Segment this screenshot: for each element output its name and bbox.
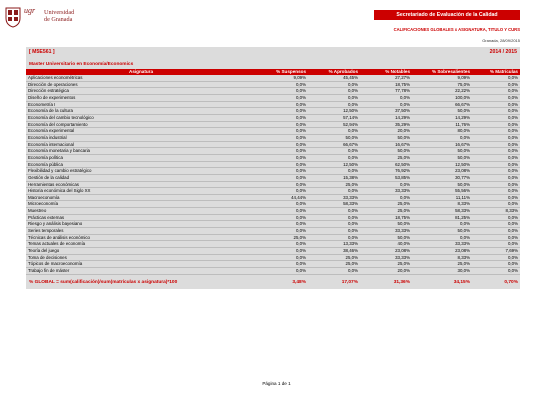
academic-year: 2014 / 2015 [489, 49, 517, 55]
percentage-cell: 0,0% [308, 221, 360, 228]
column-header: % Aprobados [308, 69, 360, 75]
percentage-cell: 0,0% [256, 181, 308, 188]
table-row [26, 221, 520, 228]
table-row [26, 241, 520, 248]
percentage-cell: 9,09% [256, 75, 308, 81]
table-row [26, 168, 520, 175]
report-subtitle: CALIFICACIONES GLOBALES x ASIGNATURA, TITULO Y CURS [393, 27, 520, 32]
table-row [26, 121, 520, 128]
subject-name-cell: Macroeconomía [26, 194, 256, 201]
table-row [26, 114, 520, 121]
percentage-cell: 30,77% [412, 174, 472, 181]
percentage-cell: 40,0% [360, 241, 412, 248]
percentage-cell: 50,0% [360, 221, 412, 228]
global-total-value: 31,36% [393, 279, 410, 285]
percentage-cell: 0,0% [256, 201, 308, 208]
percentage-cell: 52,94% [308, 121, 360, 128]
table-row [26, 214, 520, 221]
report-code-row [26, 47, 520, 57]
page-number: Página 1 de 1 [262, 381, 291, 386]
percentage-cell: 11,76% [412, 121, 472, 128]
percentage-cell: 33,33% [308, 194, 360, 201]
percentage-cell: 25,0% [256, 234, 308, 241]
subject-name-cell: Teoría del juego [26, 248, 256, 255]
global-total-value: 3,48% [292, 279, 306, 285]
subject-name-cell: Economía del cambio tecnológico [26, 114, 256, 121]
percentage-cell: 0,0% [472, 75, 520, 81]
percentage-cell: 0,0% [472, 88, 520, 95]
table-row [26, 254, 520, 261]
subject-name-cell: Series temporales [26, 228, 256, 235]
grades-table-body [26, 75, 520, 274]
percentage-cell: 25,0% [360, 261, 412, 268]
percentage-cell: 50,0% [412, 228, 472, 235]
percentage-cell: 35,29% [360, 121, 412, 128]
subject-name-cell: Dirección de operaciones [26, 81, 256, 88]
percentage-cell: 76,92% [360, 168, 412, 175]
percentage-cell: 75,0% [412, 81, 472, 88]
percentage-cell: 0,0% [256, 248, 308, 255]
percentage-cell: 18,75% [360, 214, 412, 221]
percentage-cell: 0,0% [472, 214, 520, 221]
percentage-cell: 0,0% [412, 221, 472, 228]
subject-name-cell: Economía del comportamiento [26, 121, 256, 128]
percentage-cell: 22,22% [412, 88, 472, 95]
university-name-line2: de Granada [44, 16, 73, 23]
percentage-cell: 0,0% [472, 121, 520, 128]
percentage-cell: 50,0% [412, 148, 472, 155]
column-header: % Notables [360, 69, 412, 75]
percentage-cell: 50,0% [360, 148, 412, 155]
subject-name-cell: Flexibilidad y cambio estratégico [26, 168, 256, 175]
subject-name-cell: Economía internacional [26, 141, 256, 148]
percentage-cell: 0,0% [256, 128, 308, 135]
percentage-cell: 0,0% [308, 88, 360, 95]
subject-name-cell: Trabajo fin de máster [26, 268, 256, 275]
percentage-cell: 25,0% [360, 154, 412, 161]
table-row [26, 81, 520, 88]
percentage-cell: 0,0% [360, 94, 412, 101]
percentage-cell: 0,0% [256, 154, 308, 161]
percentage-cell: 0,0% [308, 128, 360, 135]
percentage-cell: 0,0% [472, 194, 520, 201]
percentage-cell: 50,0% [412, 108, 472, 115]
table-row [26, 188, 520, 195]
global-total-label: % GLOBAL = sum(calificación)/sum(matrículas x asignatura)*100 [29, 279, 178, 285]
percentage-cell: 0,0% [256, 228, 308, 235]
percentage-cell: 0,0% [360, 101, 412, 108]
percentage-cell: 0,0% [472, 221, 520, 228]
percentage-cell: 0,0% [472, 254, 520, 261]
percentage-cell: 14,29% [360, 114, 412, 121]
percentage-cell: 0,0% [308, 148, 360, 155]
percentage-cell: 0,0% [256, 141, 308, 148]
percentage-cell: 50,0% [360, 234, 412, 241]
percentage-cell: 12,50% [308, 108, 360, 115]
global-total-value: 0,70% [504, 279, 518, 285]
percentage-cell: 44,44% [256, 194, 308, 201]
percentage-cell: 33,33% [412, 241, 472, 248]
subject-name-cell: Técnicas de análisis económico [26, 234, 256, 241]
percentage-cell: 81,25% [412, 214, 472, 221]
percentage-cell: 0,0% [308, 154, 360, 161]
grades-table [26, 69, 520, 275]
percentage-cell: 50,0% [412, 181, 472, 188]
table-row [26, 174, 520, 181]
percentage-cell: 0,0% [472, 181, 520, 188]
global-total-value: 34,15% [453, 279, 470, 285]
percentage-cell: 0,0% [256, 221, 308, 228]
percentage-cell: 58,33% [308, 201, 360, 208]
percentage-cell: 33,33% [360, 188, 412, 195]
table-row [26, 134, 520, 141]
table-row [26, 194, 520, 201]
degree-title: Master Universitario en Economía/Economics [29, 62, 134, 67]
percentage-cell: 0,0% [308, 268, 360, 275]
percentage-cell: 0,0% [360, 181, 412, 188]
percentage-cell: 50,0% [412, 154, 472, 161]
percentage-cell: 66,67% [412, 101, 472, 108]
column-header: Asignatura [26, 69, 256, 75]
subject-name-cell: Gestión de la calidad [26, 174, 256, 181]
percentage-cell: 58,33% [412, 208, 472, 215]
percentage-cell: 14,29% [412, 114, 472, 121]
percentage-cell: 0,0% [472, 188, 520, 195]
percentage-cell: 50,0% [308, 134, 360, 141]
percentage-cell: 0,0% [472, 134, 520, 141]
percentage-cell: 0,0% [256, 241, 308, 248]
percentage-cell: 16,67% [412, 141, 472, 148]
report-date: Granada, 28/09/2015 [482, 38, 520, 43]
percentage-cell: 0,0% [308, 168, 360, 175]
percentage-cell: 45,45% [308, 75, 360, 81]
table-row [26, 94, 520, 101]
percentage-cell: 25,0% [360, 201, 412, 208]
percentage-cell: 23,08% [412, 248, 472, 255]
percentage-cell: 0,0% [472, 168, 520, 175]
percentage-cell: 57,14% [308, 114, 360, 121]
percentage-cell: 0,0% [256, 208, 308, 215]
percentage-cell: 8,33% [472, 208, 520, 215]
percentage-cell: 25,0% [308, 261, 360, 268]
table-row [26, 181, 520, 188]
percentage-cell: 55,56% [412, 188, 472, 195]
percentage-cell: 8,33% [412, 254, 472, 261]
percentage-cell: 0,0% [472, 94, 520, 101]
subject-name-cell: Microeconomía [26, 201, 256, 208]
percentage-cell: 0,0% [308, 94, 360, 101]
percentage-cell: 0,0% [256, 188, 308, 195]
percentage-cell: 0,0% [256, 268, 308, 275]
university-crest-icon [4, 6, 22, 28]
percentage-cell: 0,0% [472, 228, 520, 235]
percentage-cell: 33,33% [360, 228, 412, 235]
percentage-cell: 0,0% [472, 241, 520, 248]
percentage-cell: 0,0% [308, 101, 360, 108]
percentage-cell: 0,0% [308, 188, 360, 195]
percentage-cell: 0,0% [308, 214, 360, 221]
percentage-cell: 33,33% [360, 254, 412, 261]
column-header: % Sobresalientes [412, 69, 472, 75]
logo-mark: ugr [24, 6, 36, 15]
percentage-cell: 27,27% [360, 75, 412, 81]
percentage-cell: 0,0% [256, 174, 308, 181]
table-row [26, 261, 520, 268]
percentage-cell: 0,0% [256, 134, 308, 141]
degree-code: [ M5E561 ] [29, 49, 55, 55]
table-row [26, 148, 520, 155]
percentage-cell: 0,0% [472, 114, 520, 121]
global-total-row [26, 277, 520, 289]
subject-name-cell: Economía de la cultura [26, 108, 256, 115]
subject-name-cell: Temas actuales de economía [26, 241, 256, 248]
percentage-cell: 38,46% [308, 248, 360, 255]
percentage-cell: 0,0% [472, 154, 520, 161]
percentage-cell: 53,85% [360, 174, 412, 181]
university-logo [4, 6, 82, 30]
percentage-cell: 12,50% [308, 161, 360, 168]
column-header: % Matrículas [472, 69, 520, 75]
percentage-cell: 23,08% [412, 168, 472, 175]
table-row [26, 108, 520, 115]
table-row [26, 201, 520, 208]
table-row [26, 208, 520, 215]
report-panel [26, 47, 520, 289]
percentage-cell: 0,0% [472, 201, 520, 208]
percentage-cell: 0,0% [472, 81, 520, 88]
percentage-cell: 20,0% [360, 268, 412, 275]
percentage-cell: 15,38% [308, 174, 360, 181]
percentage-cell: 0,0% [256, 161, 308, 168]
percentage-cell: 30,0% [412, 268, 472, 275]
table-row [26, 101, 520, 108]
table-row [26, 248, 520, 255]
percentage-cell: 77,78% [360, 88, 412, 95]
percentage-cell: 11,11% [412, 194, 472, 201]
percentage-cell: 0,0% [412, 234, 472, 241]
subject-name-cell: Economía monetaria y bancaria [26, 148, 256, 155]
percentage-cell: 0,0% [256, 94, 308, 101]
table-row [26, 154, 520, 161]
percentage-cell: 0,0% [256, 114, 308, 121]
percentage-cell: 0,0% [308, 234, 360, 241]
percentage-cell: 13,33% [308, 241, 360, 248]
global-total-value: 17,07% [341, 279, 358, 285]
department-banner: Secretariado de Evaluación de la Calidad [374, 10, 520, 20]
percentage-cell: 8,33% [412, 201, 472, 208]
subject-name-cell: Aplicaciones econométricas [26, 75, 256, 81]
table-row [26, 88, 520, 95]
percentage-cell: 37,50% [360, 108, 412, 115]
subject-name-cell: Economía pública [26, 161, 256, 168]
subject-name-cell: Prácticas externas [26, 214, 256, 221]
percentage-cell: 50,0% [360, 134, 412, 141]
percentage-cell: 0,0% [256, 168, 308, 175]
percentage-cell: 0,0% [256, 214, 308, 221]
subject-name-cell: Diseño de experimentos [26, 94, 256, 101]
percentage-cell: 0,0% [472, 268, 520, 275]
percentage-cell: 0,0% [472, 141, 520, 148]
percentage-cell: 0,0% [256, 254, 308, 261]
percentage-cell: 0,0% [256, 121, 308, 128]
table-row [26, 141, 520, 148]
percentage-cell: 80,0% [412, 128, 472, 135]
table-row [26, 128, 520, 135]
subject-name-cell: Muestreo [26, 208, 256, 215]
percentage-cell: 0,0% [308, 208, 360, 215]
subject-name-cell: Tópicos de macroeconomía [26, 261, 256, 268]
percentage-cell: 0,0% [412, 134, 472, 141]
percentage-cell: 100,0% [412, 94, 472, 101]
percentage-cell: 0,0% [472, 261, 520, 268]
percentage-cell: 25,0% [308, 181, 360, 188]
percentage-cell: 0,0% [256, 148, 308, 155]
percentage-cell: 18,75% [360, 81, 412, 88]
percentage-cell: 0,0% [256, 88, 308, 95]
column-header: % Suspensos [256, 69, 308, 75]
subject-name-cell: Economía experimental [26, 128, 256, 135]
percentage-cell: 25,0% [360, 208, 412, 215]
percentage-cell: 0,0% [256, 261, 308, 268]
percentage-cell: 0,0% [360, 194, 412, 201]
percentage-cell: 0,0% [472, 234, 520, 241]
percentage-cell: 25,0% [412, 261, 472, 268]
subject-name-cell: Herramientas económicas [26, 181, 256, 188]
percentage-cell: 0,0% [472, 174, 520, 181]
percentage-cell: 0,0% [472, 128, 520, 135]
percentage-cell: 62,50% [360, 161, 412, 168]
percentage-cell: 16,67% [360, 141, 412, 148]
percentage-cell: 23,08% [360, 248, 412, 255]
university-name-line1: Universidad [44, 9, 75, 16]
subject-name-cell: Economía política [26, 154, 256, 161]
subject-name-cell: Riesgo y análisis bayesiano [26, 221, 256, 228]
percentage-cell: 9,09% [412, 75, 472, 81]
subject-name-cell: Econometría I [26, 101, 256, 108]
percentage-cell: 0,0% [308, 228, 360, 235]
subject-name-cell: Historia económica del Siglo XX [26, 188, 256, 195]
percentage-cell: 0,0% [472, 101, 520, 108]
subject-name-cell: Dirección estratégica [26, 88, 256, 95]
percentage-cell: 12,50% [412, 161, 472, 168]
percentage-cell: 0,0% [472, 108, 520, 115]
percentage-cell: 0,0% [256, 108, 308, 115]
percentage-cell: 0,0% [256, 101, 308, 108]
table-row [26, 228, 520, 235]
percentage-cell: 0,0% [472, 161, 520, 168]
percentage-cell: 0,0% [308, 81, 360, 88]
percentage-cell: 25,0% [308, 254, 360, 261]
table-row [26, 268, 520, 275]
table-row [26, 161, 520, 168]
subject-name-cell: Economía industrial [26, 134, 256, 141]
table-row [26, 234, 520, 241]
subject-name-cell: Toma de decisiones [26, 254, 256, 261]
percentage-cell: 20,0% [360, 128, 412, 135]
percentage-cell: 66,67% [308, 141, 360, 148]
percentage-cell: 0,0% [472, 148, 520, 155]
percentage-cell: 0,0% [256, 81, 308, 88]
percentage-cell: 7,69% [472, 248, 520, 255]
